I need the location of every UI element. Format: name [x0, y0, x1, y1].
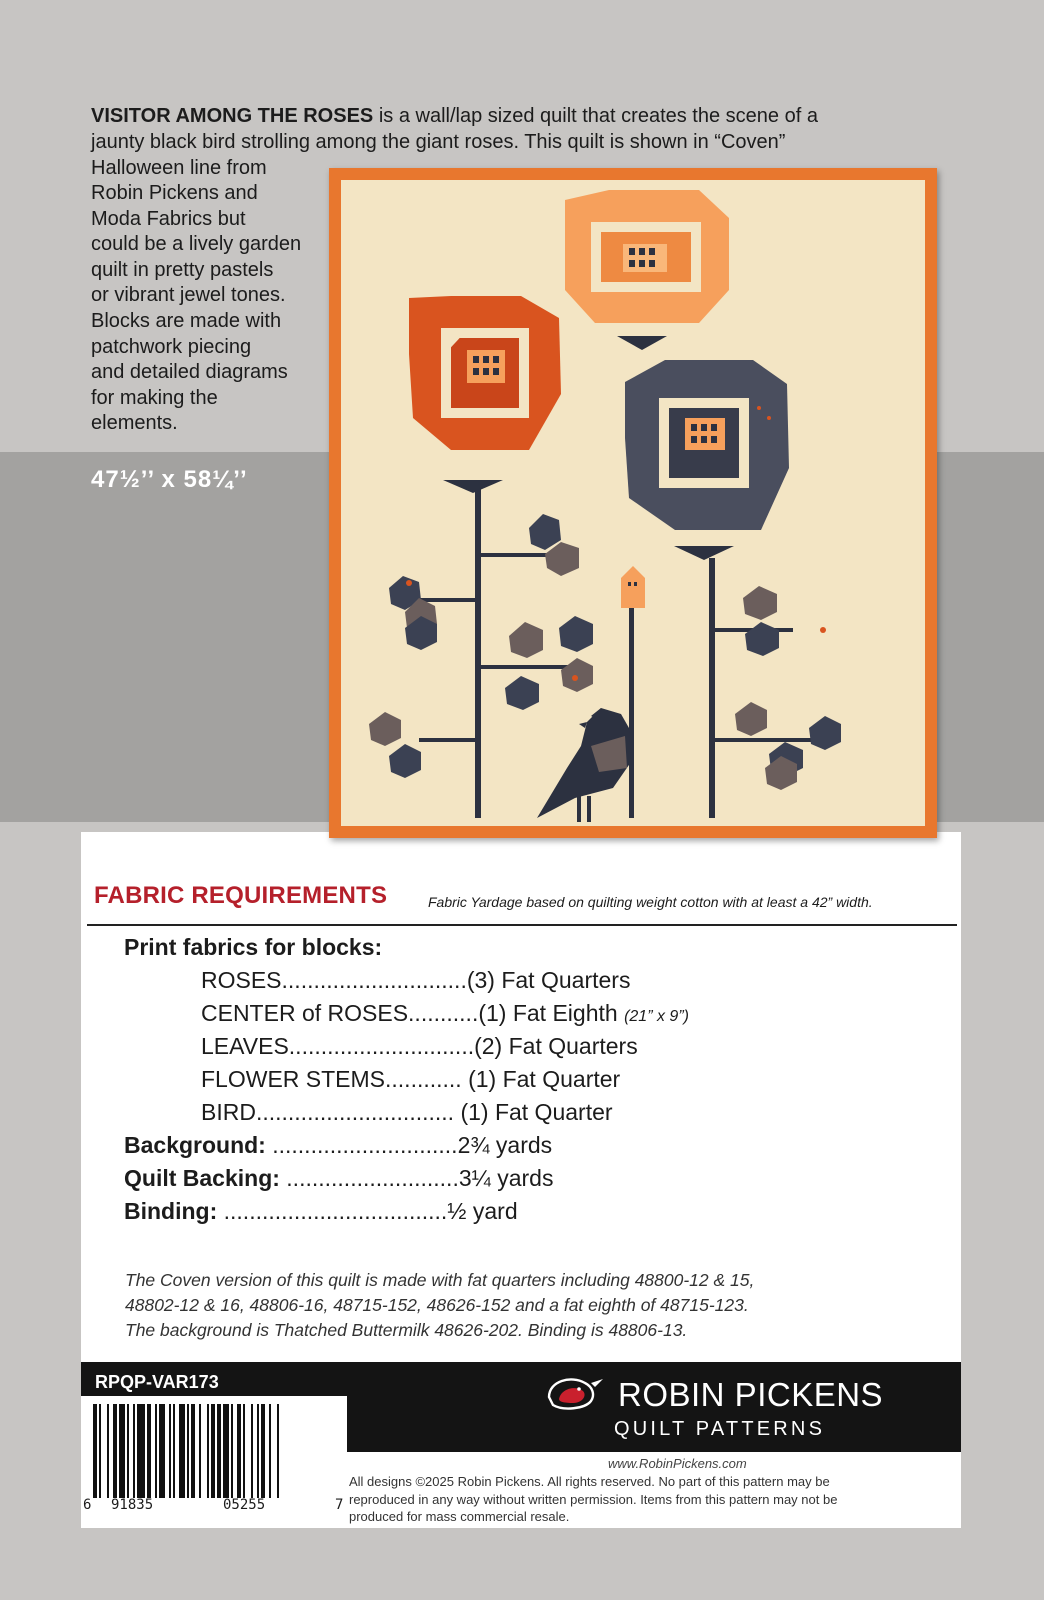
barcode-bar	[107, 1404, 109, 1498]
barcode-bar	[191, 1404, 195, 1498]
barcode-bar	[207, 1404, 209, 1498]
barcode-bar	[223, 1404, 229, 1498]
barcode-bar	[133, 1404, 135, 1498]
barcode-bar	[99, 1404, 101, 1498]
barcode-bar	[231, 1404, 233, 1498]
list-item: LEAVES.............................(2) Fat Quarters	[201, 1033, 638, 1059]
print-fabrics-heading: Print fabrics for blocks:	[124, 934, 383, 960]
fabric-panel	[81, 832, 961, 1528]
barcode-bar	[187, 1404, 189, 1498]
barcode-bar	[243, 1404, 245, 1498]
fabric-credits: The Coven version of this quilt is made with fat quarters including 48800-12 & 15, 48802-12 & 16, 48806-16, 48715-152, 48626-152 and a fat eighth of 48715-123. The background is Thatched Buttermilk 48626-202. Binding is 48806-13.	[125, 1270, 755, 1340]
barcode-bar	[199, 1404, 201, 1498]
list-item: CENTER of ROSES...........(1) Fat Eighth (21” x 9”)	[201, 1000, 689, 1026]
fabric-requirements-heading: FABRIC REQUIREMENTS	[94, 882, 388, 909]
barcode-bar	[257, 1404, 259, 1498]
list-item: ROSES.............................(3) Fat Quarters	[201, 967, 631, 993]
barcode-bar	[237, 1404, 241, 1498]
barcode-bar	[179, 1404, 185, 1498]
brand-name: ROBIN PICKENS	[618, 1376, 884, 1413]
intro-narrow-text: Halloween line from Robin Pickens and Moda Fabrics but could be a lively garden quilt in pretty pastels or vibrant jewel tones. Blocks are made with patchwork piecing and detailed diagrams for making the elements.	[91, 156, 302, 435]
rose-orange	[409, 296, 561, 450]
barcode-bar	[269, 1404, 271, 1498]
robin-bird-icon	[541, 1369, 613, 1415]
barcode-bar	[119, 1404, 125, 1498]
quilt-image	[329, 168, 937, 838]
fabric-note: Fabric Yardage based on quilting weight cotton with at least a 42” width.	[428, 894, 873, 910]
list-item: Quilt Backing: ...........................3¼ yards	[124, 1165, 554, 1191]
list-item: BIRD............................... (1) Fat Quarter	[201, 1099, 613, 1125]
barcode-bar	[217, 1404, 221, 1498]
barcode-bar	[113, 1404, 117, 1498]
barcode-bar	[251, 1404, 253, 1498]
sku-code: RPQP-VAR173	[95, 1372, 219, 1392]
divider	[87, 924, 957, 926]
barcode-bar	[159, 1404, 165, 1498]
legal-notice: All designs ©2025 Robin Pickens. All rights reserved. No part of this pattern may be reproduced in any way without written permission. Items from this pattern may not be produced for mass commercial resale.	[349, 1474, 838, 1524]
website-link[interactable]: www.RobinPickens.com	[608, 1456, 747, 1471]
barcode-bar	[127, 1404, 129, 1498]
barcode-bars	[93, 1404, 335, 1498]
barcode-bar	[169, 1404, 171, 1498]
brand-subtitle: QUILT PATTERNS	[614, 1418, 826, 1440]
pattern-title: VISITOR AMONG THE ROSES	[91, 105, 374, 127]
rose-peach	[565, 190, 729, 323]
list-item: FLOWER STEMS............ (1) Fat Quarter	[201, 1066, 621, 1092]
barcode-bar	[93, 1404, 97, 1498]
barcode-bar	[277, 1404, 279, 1498]
barcode: 6 91835 05255 7	[81, 1396, 347, 1526]
quilt-size: 47½’’ x 58¼’’	[91, 466, 248, 493]
barcode-bar	[211, 1404, 215, 1498]
list-item: Binding: ...................................½ yard	[124, 1198, 518, 1224]
list-item: Background: .............................2¾ yards	[124, 1132, 553, 1158]
intro-text: VISITOR AMONG THE ROSES is a wall/lap sized quilt that creates the scene of a jaunty black bird strolling among the giant roses. This quilt is shown in “Coven”	[91, 105, 818, 153]
barcode-bar	[137, 1404, 145, 1498]
barcode-bar	[261, 1404, 265, 1498]
barcode-bar	[173, 1404, 175, 1498]
rose-slate	[625, 360, 789, 530]
barcode-bar	[147, 1404, 151, 1498]
barcode-bar	[155, 1404, 157, 1498]
